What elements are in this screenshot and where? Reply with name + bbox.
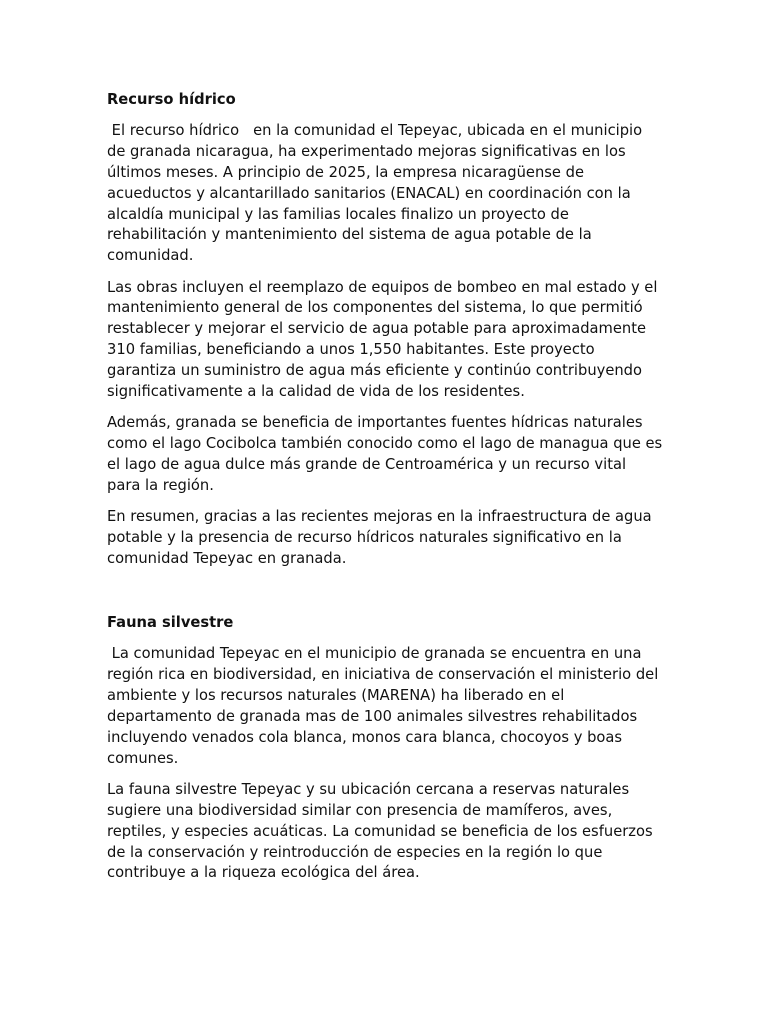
section-fauna-silvestre xyxy=(107,613,663,884)
paragraph: Las obras incluyen el reemplazo de equipos de bombeo en mal estado y el mantenimiento general de los componentes del sistema, lo que permitió restablecer y mejorar el servicio de agua potable para aproximadamente 310 familias, beneficiando a unos 1,550 habitantes. Este proyecto garantiza un suministro de agua más eficiente y continúo contribuyendo significativamente a la calidad de vida de los residentes. xyxy=(107,278,663,401)
section-heading: Recurso hídrico xyxy=(107,91,236,108)
section-spacer xyxy=(107,580,663,613)
section-heading: Fauna silvestre xyxy=(107,614,234,632)
paragraph: La comunidad Tepeyac en el municipio de granada se encuentra en una región rica en biodiversidad, en iniciativa de conservación el ministerio del ambiente y los recursos naturales (MARENA) ha liberado en el departamento de granada mas de 100 animales silvestres rehabilitados incluyendo venados cola blanca, monos cara blanca, chocoyos y boas comunes. xyxy=(107,645,663,767)
paragraph: El recurso hídrico en la comunidad el Tepeyac, ubicada en el municipio de granada nicaragua, ha experimentado mejoras significativas en los últimos meses. A principio de 2025, la empresa nicaragüense de acueductos y alcantarillado sanitarios (ENACAL) en coordinación con la alcaldía municipal y las familias locales finalizo un proyecto de rehabilitación y mantenimiento del sistema de agua potable de la comunidad. xyxy=(107,121,647,265)
paragraph: La fauna silvestre Tepeyac y su ubicación cercana a reservas naturales sugiere una biodiversidad similar con presencia de mamíferos, aves, reptiles, y especies acuáticas. La comunidad se beneficia de los esfuerzos de la conservación y reintroducción de especies en la región lo que contribuye a la riqueza ecológica del área. xyxy=(107,780,658,882)
paragraph: Además, granada se beneficia de importantes fuentes hídricas naturales como el lago Cocibolca también conocido como el lago de managua que es el lago de agua dulce más grande de Centroamérica y un recurso vital para la región. xyxy=(107,414,667,494)
section-recurso-hidrico xyxy=(107,90,667,570)
document-page xyxy=(107,90,667,895)
paragraph: En resumen, gracias a las recientes mejoras en la infraestructura de agua potable y la presencia de recurso hídricos naturales significativo en la comunidad Tepeyac en granada. xyxy=(107,508,657,568)
